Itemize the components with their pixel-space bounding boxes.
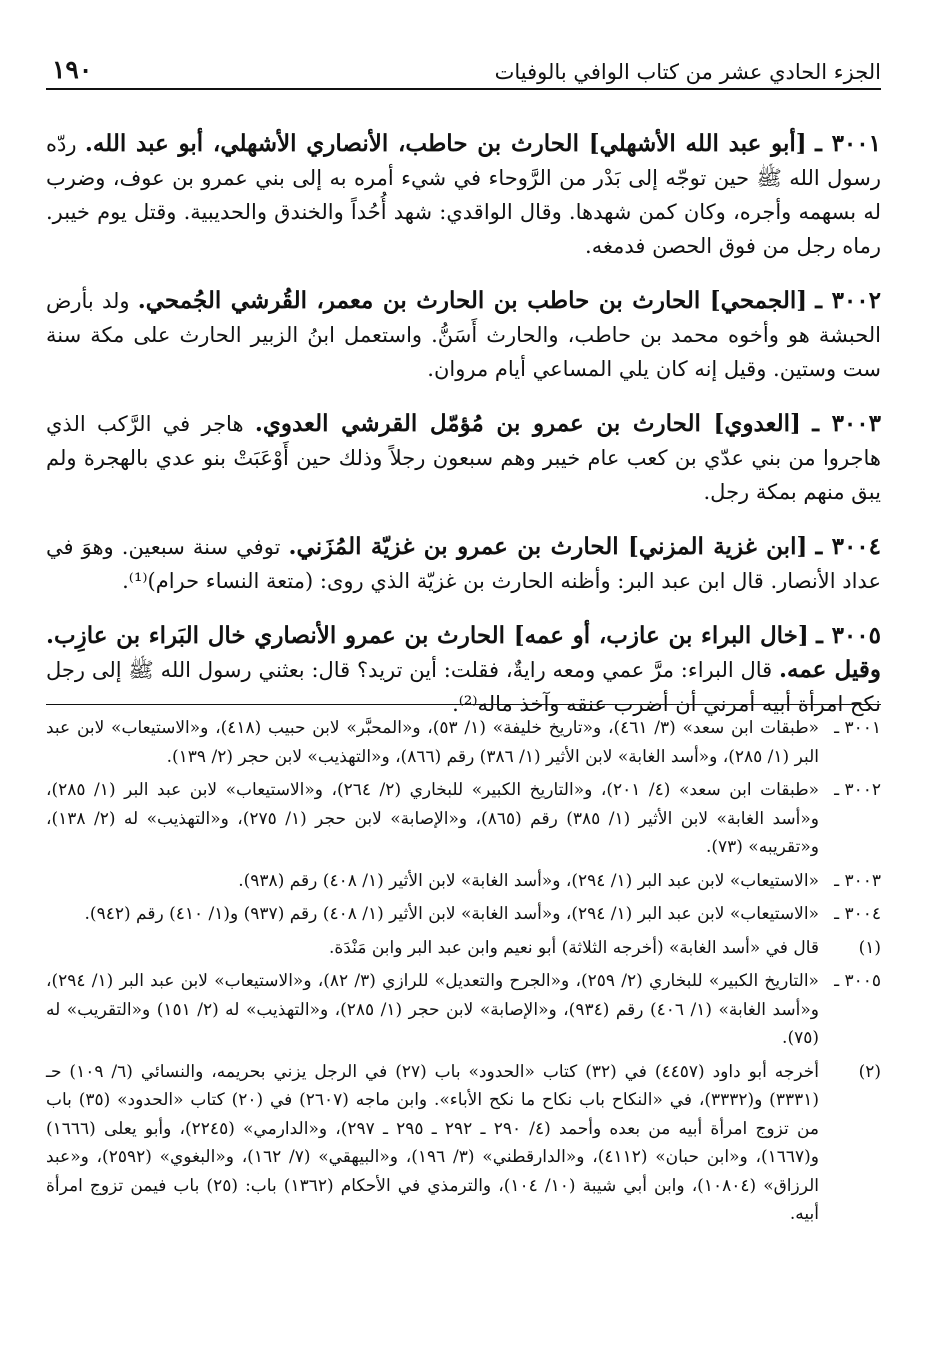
entry-3003: [46, 407, 881, 509]
footnote-ref: ٣٠٠٣ ـ: [834, 870, 881, 891]
entry-number: ٣٠٠٥ ـ: [816, 622, 881, 649]
footnote-ref: (٢): [858, 1061, 881, 1082]
footnote-ref: ٣٠٠٢ ـ: [834, 780, 881, 800]
entry-heading: [الجمحي] الحارث بن حاطب بن الحارث بن معمر، القُرشي الجُمحي.: [137, 287, 808, 314]
footnote: [46, 967, 881, 1053]
entry-heading: [أبو عبد الله الأشهلي] الحارث بن حاطب، الأنصاري الأشهلي، أبو عبد الله.: [84, 130, 807, 157]
footnote-text: قال في «أسد الغابة» (أخرجه الثلاثة) أبو نعيم وابن عبد البر وابن مَنْدَة.: [328, 937, 819, 958]
footnote-text: «طبقات ابن سعد» (٤/ ٢٠١)، و«التاريخ الكبير» للبخاري (٢/ ٢٦٤)، و«الاستيعاب» لابن عبد البر (١/ ٢٨٥)، و«أسد الغابة» لابن الأثير (١/ ٣٨٥) رقم (٨٦٥)، و«الإصابة» لابن حجر (١/ ٢٧٥)، و«التهذيب» له (٢/ ١٣٨)، و«تقريبه» (٧٣).: [46, 780, 819, 857]
entry-number: ٣٠٠١ ـ: [815, 130, 881, 157]
running-title: الجزء الحادي عشر من كتاب الوافي بالوفيات: [494, 60, 881, 84]
page-number: ١٩٠: [52, 55, 93, 84]
footnote-rule: [46, 704, 881, 705]
entry-text: توفي سنة سبعين. وهوَ في عداد الأنصار. قال ابن عبد البر: وأظنه الحارث بن غزيّة الذي روى: (متعة النساء حرام)⁽¹⁾.: [46, 535, 881, 593]
footnote: [46, 900, 881, 929]
entry-text: ردّه رسول الله ﷺ حين توجّه إلى بَدْر من الرَّوحاء في شيء أمره به إلى بني عمرو بن عوف، وضرب له بسهمه وأجره، وكان كمن شهدها. وقال الواقدي: شهد أُحُداً والخندق والحديبية. وقتل يوم خيبر. رماه رجل من فوق الحصن فدمغه.: [46, 132, 881, 258]
biography-entries: [46, 106, 881, 725]
entry-heading: [خال البراء بن عازب، أو عمه] الحارث بن عمرو الأنصاري خال البَراء بن عازِب. وقيل عمه.: [46, 622, 881, 683]
footnote: [46, 934, 881, 963]
entry-text: هاجر في الرَّكب الذي هاجروا من بني عدّي بن كعب عام خيبر وهم سبعون رجلاً وذلك حين أَوْعَبَتْ بنو عدي بالهجرة ولم يبق منهم بمكة رجل.: [46, 412, 881, 504]
entry-3004: [46, 530, 881, 598]
entry-3002: [46, 284, 881, 386]
entry-3005: [46, 619, 881, 721]
footnote-text: «الاستيعاب» لابن عبد البر (١/ ٢٩٤)، و«أسد الغابة» لابن الأثير (١/ ٤٠٨) رقم (٩٣٨).: [238, 870, 819, 891]
entry-number: ٣٠٠٤ ـ: [815, 533, 882, 560]
footnote-ref: ٣٠٠٤ ـ: [834, 904, 881, 924]
entry-number: ٣٠٠٣ ـ: [812, 410, 881, 437]
entry-heading: [ابن غزية المزني] الحارث بن عمرو بن غزيّة المُزَني.: [288, 533, 808, 560]
footnote-text: «التاريخ الكبير» للبخاري (٢/ ٢٥٩)، و«الجرح والتعديل» للرازي (٣/ ٨٢)، و«الاستيعاب» لابن عبد البر (١/ ٢٩٤)، و«أسد الغابة» (١/ ٤٠٦) رقم (٩٣٤)، و«الإصابة» لابن حجر (١/ ٢٨٥)، و«التهذيب» له (٢/ ١٥١) و«التقريب» له (٧٥).: [46, 971, 819, 1048]
footnote-ref: ٣٠٠٥ ـ: [834, 971, 881, 991]
header-rule: [46, 88, 881, 90]
entry-heading: [العدوي] الحارث بن عمرو بن مُؤمّل القرشي العدوي.: [254, 410, 801, 437]
footnote: [46, 867, 881, 896]
page-header: [52, 38, 881, 84]
entry-number: ٣٠٠٢ ـ: [815, 287, 881, 314]
entry-text: ولد بأرض الحبشة هو وأخوه محمد بن حاطب، والحارث أَسَنُّ. واستعمل ابنُ الزبير الحارث على مكة سنة ست وستين. وقيل إنه كان يلي المساعي أيام مروان.: [46, 289, 881, 381]
footnote-ref: ٣٠٠١ ـ: [834, 718, 881, 738]
entry-3001: [46, 127, 881, 263]
entry-text: قال البراء: مرَّ عمي ومعه رايةٌ، فقلت: أين تريد؟ قال: بعثني رسول الله ﷺ إلى رجل نكح امرأة أبيه أمرني أن أضرب عنقه وآخذ ماله⁽²⁾.: [46, 658, 881, 716]
footnote: [46, 1058, 881, 1229]
footnotes: [46, 714, 881, 1234]
footnote-ref: (١): [858, 937, 881, 958]
footnote: [46, 776, 881, 862]
footnote-text: أخرجه أبو داود (٤٤٥٧) في (٣٢) كتاب «الحدود» باب (٢٧) في الرجل يزني بحريمه، والنسائي (٦/ ١٠٩) حـ (٣٣٣١) و(٣٣٣٢)، في «النكاح باب نكاح ما نكح الأباء». وابن ماجه (٢٦٠٧) في (٢٠) كتاب «الحدود» (٣٥) باب من تزوج امرأة أبيه من بعده وأحمد (٤/ ٢٩٠ ـ ٢٩٢ ـ ٢٩٥ ـ ٢٩٧)، و«الدارمي» (٢٢٤٥)، وأبو يعلى (١٦٦٦) و(١٦٦٧)، و«ابن حبان» (٤١١٢)، و«الدارقطني» (٣/ ١٩٦)، و«البيهقي» (٧/ ١٦٢)، و«البغوي» (٢٥٩٢)، و«عبد الرزاق» (١٠٨٠٤)، وابن أبي شيبة (١٠/ ١٠٤)، والترمذي في الأحكام (١٣٦٢) باب: (٢٥) باب فيمن تزوج امرأة أبيه.: [46, 1061, 820, 1224]
footnote-text: «الاستيعاب» لابن عبد البر (١/ ٢٩٤)، و«أسد الغابة» لابن الأثير (١/ ٤٠٨) رقم (٩٣٧) و(١/ ٤١٠) رقم (٩٤٢).: [84, 904, 819, 924]
footnote: [46, 714, 881, 771]
footnote-text: «طبقات ابن سعد» (٣/ ٤٦١)، و«تاريخ خليفة» (١/ ٥٣)، و«المحبَّر» لابن حبيب (٤١٨)، و«الاستيعاب» لابن عبد البر (١/ ٢٨٥)، و«أسد الغابة» لابن الأثير (١/ ٣٨٦) رقم (٨٦٦)، و«التهذيب» لابن حجر (٢/ ١٣٩).: [46, 718, 820, 767]
